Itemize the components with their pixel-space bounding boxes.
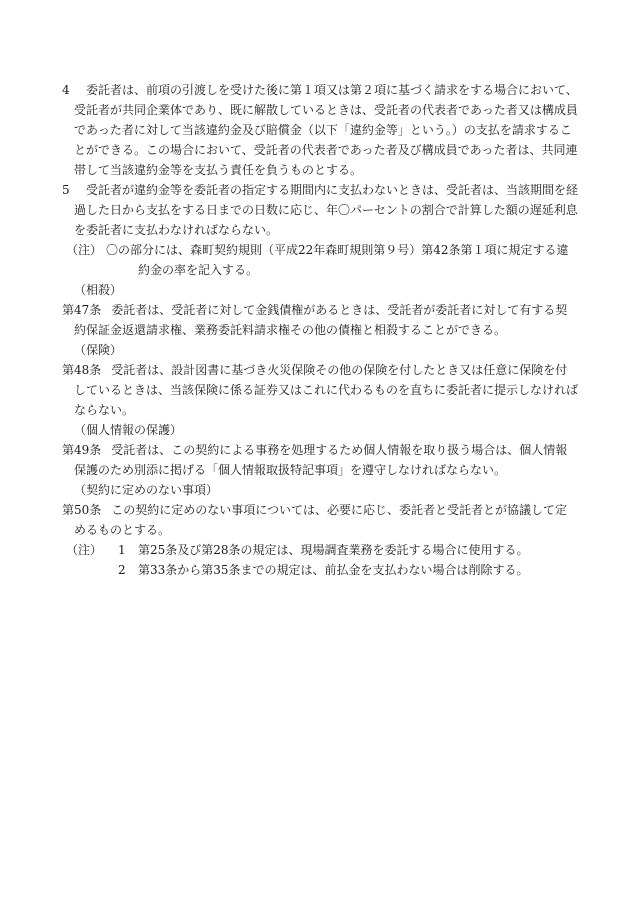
article-text: 受託者は、設計図書に基づき火災保険その他の保険を付したとき又は任意に保険を付しているときは、当該保険に係る証券又はこれに代わるものを直ちに委託者に提示しなければならない。 [74, 363, 579, 417]
note-item-number: 2 [118, 563, 126, 577]
article-heading: （契約に定めのない事項） [74, 483, 219, 497]
article-number: 第48条 [62, 363, 102, 377]
note-item-text: 第33条から第35条までの規定は、前払金を支払わない場合は削除する。 [138, 563, 529, 577]
article-number: 第47条 [62, 303, 102, 317]
article-heading: （保険） [74, 343, 123, 357]
note-item [118, 540, 578, 560]
note-item [118, 560, 578, 580]
paragraph-number: 5 [62, 183, 70, 197]
note-text: 〇の部分には、森町契約規則（平成22年森町規則第９号）第42条第１項に規定する違約金の率を記入する。 [106, 243, 569, 277]
note-items [118, 540, 578, 580]
note-item-number: 1 [118, 543, 126, 557]
note-usage [62, 540, 578, 580]
article-47 [62, 300, 578, 340]
article-heading: （相殺） [74, 283, 123, 297]
document-page [62, 80, 578, 580]
paragraph-number: 4 [62, 83, 70, 97]
article-text: 委託者は、受託者に対して金銭債権があるときは、受託者が委託者に対して有する契約保証金返還請求権、業務委託料請求権その他の債権と相殺することができる。 [74, 303, 568, 337]
note-item-text: 第25条及び第28条の規定は、現場調査業務を委託する場合に使用する。 [138, 543, 529, 557]
paragraph-text: 受託者が違約金等を委託者の指定する期間内に支払わないときは、受託者は、当該期間を経過した日から支払をする日までの日数に応じ、年〇パーセントの割合で計算した額の遅延利息を委託者に支払わなければならない。 [74, 183, 579, 237]
note-label: （注） [66, 243, 103, 257]
note-label: （注） [66, 543, 103, 557]
paragraph-5 [62, 180, 578, 240]
note-penalty-rate [62, 240, 578, 280]
article-text: 受託者は、この契約による事務を処理するため個人情報を取り扱う場合は、個人情報保護のため別添に掲げる「個人情報取扱特記事項」を遵守しなければならない。 [74, 443, 568, 477]
article-50 [62, 500, 578, 540]
paragraph-4 [62, 80, 578, 180]
article-number: 第50条 [62, 503, 102, 517]
article-number: 第49条 [62, 443, 102, 457]
article-49 [62, 440, 578, 480]
article-48 [62, 360, 578, 420]
article-text: この契約に定めのない事項については、必要に応じ、委託者と受託者とが協議して定めるものとする。 [74, 503, 568, 537]
paragraph-text: 委託者は、前項の引渡しを受けた後に第１項又は第２項に基づく請求をする場合において、受託者が共同企業体であり、既に解散しているときは、受託者の代表者であった者又は構成員であった者に対して当該違約金及び賠償金（以下「違約金等」という。）の支払を請求することができる。この場合において、受託者の代表者であった者及び構成員であった者は、共同連帯して当該違約金等を支払う責任を負うものとする。 [74, 83, 578, 177]
article-heading: （個人情報の保護） [74, 423, 183, 437]
